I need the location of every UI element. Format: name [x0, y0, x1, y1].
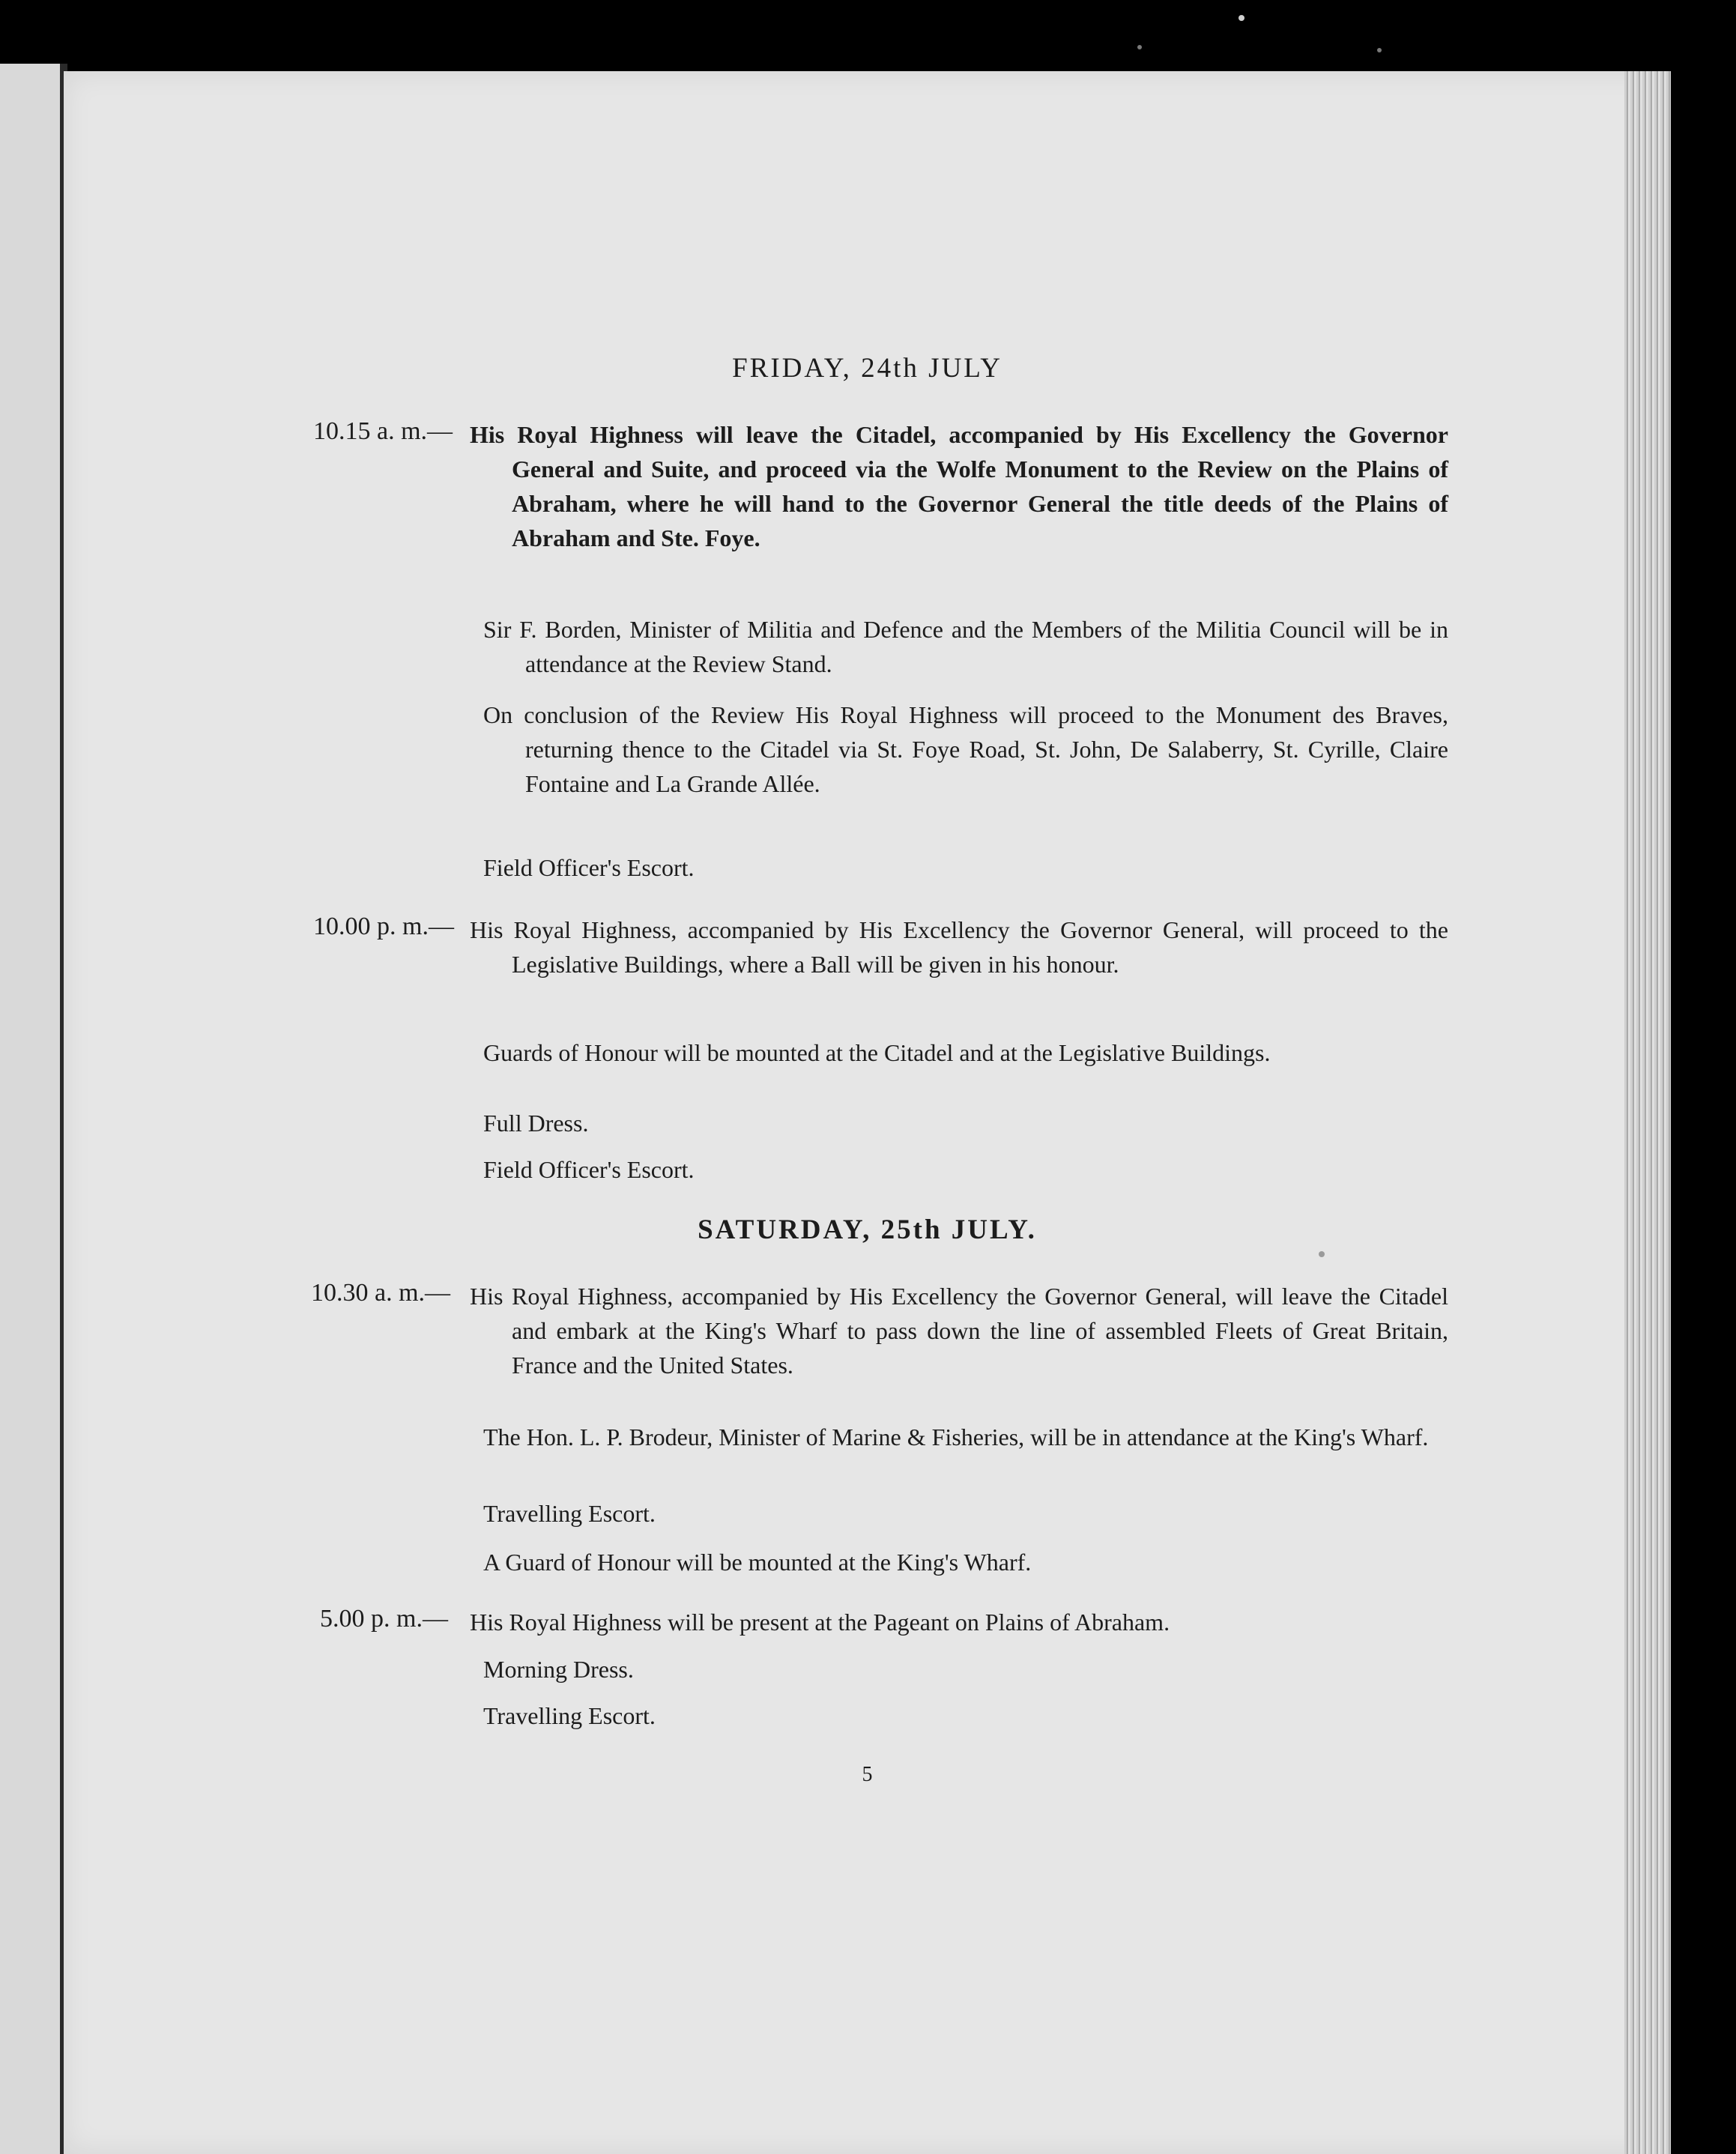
saturday-entry2-time: 5.00 p. m.— [320, 1605, 448, 1633]
friday-entry1-note-escort: Field Officer's Escort. [483, 854, 695, 881]
paper-speck [1319, 1251, 1325, 1257]
saturday-entry1-text: His Royal Highness, accompanied by His Excellency the Governor General, will leave the Citadel and embark at the King's Wharf to pass down the line of assembled Fleets of Great Britain, France and the United States. [470, 1283, 1448, 1379]
saturday-entry2-text: His Royal Highness will be present at the Pageant on Plains of Abraham. [470, 1609, 1170, 1636]
scan-speck [1239, 15, 1244, 21]
friday-heading: FRIDAY, 24th JULY [732, 353, 1002, 384]
saturday-entry2-note-dress: Morning Dress. [483, 1656, 634, 1683]
friday-entry2-note-dress: Full Dress. [483, 1110, 589, 1137]
binding-page-edges [1624, 71, 1671, 2154]
saturday-entry1-note-brodeur: The Hon. L. P. Brodeur, Minister of Marine & Fisheries, will be in attendance at the King's Wharf. [483, 1424, 1429, 1450]
friday-entry1-note-route: On conclusion of the Review His Royal Highness will proceed to the Monument des Braves, returning thence to the Citadel via St. Foye Road, St. John, De Salaberry, St. Cyrille, Claire Fontaine and La Grande Allée. [483, 701, 1448, 797]
facing-page-edge [0, 64, 67, 2154]
friday-entry1-text [470, 417, 1448, 555]
saturday-entry1-time: 10.30 a. m.— [311, 1279, 451, 1307]
scan-speck [1377, 48, 1382, 52]
page-number: 5 [862, 1763, 873, 1786]
friday-entry2-time: 10.00 p. m.— [313, 913, 454, 940]
friday-entry1-note-borden: Sir F. Borden, Minister of Militia and Defence and the Members of the Militia Council will be in attendance at the Review Stand. [483, 616, 1448, 677]
friday-entry2-text: His Royal Highness, accompanied by His Excellency the Governor General, will proceed to the Legislative Buildings, where a Ball will be given in his honour. [470, 916, 1448, 978]
friday-entry2-note-guards: Guards of Honour will be mounted at the Citadel and at the Legislative Buildings. [483, 1039, 1271, 1066]
saturday-heading: SATURDAY, 25th JULY. [698, 1214, 1037, 1245]
scan-speck [1137, 45, 1142, 49]
friday-entry1-body: His Royal Highness will leave the Citadel, accompanied by His Excellency the Governor General and Suite, and proceed via the Wolfe Monument to the Review on the Plains of Abraham, where he will hand to the Governor General the title deeds of the Plains of Abraham and Ste. Foye. [470, 421, 1448, 551]
saturday-entry1-note-escort: Travelling Escort. [483, 1500, 656, 1527]
friday-entry1-time: 10.15 a. m.— [313, 417, 453, 445]
document-page [64, 71, 1671, 2154]
saturday-entry2-note-escort: Travelling Escort. [483, 1702, 656, 1729]
saturday-entry1-note-guard: A Guard of Honour will be mounted at the King's Wharf. [483, 1549, 1032, 1576]
friday-entry2-note-escort: Field Officer's Escort. [483, 1156, 695, 1183]
